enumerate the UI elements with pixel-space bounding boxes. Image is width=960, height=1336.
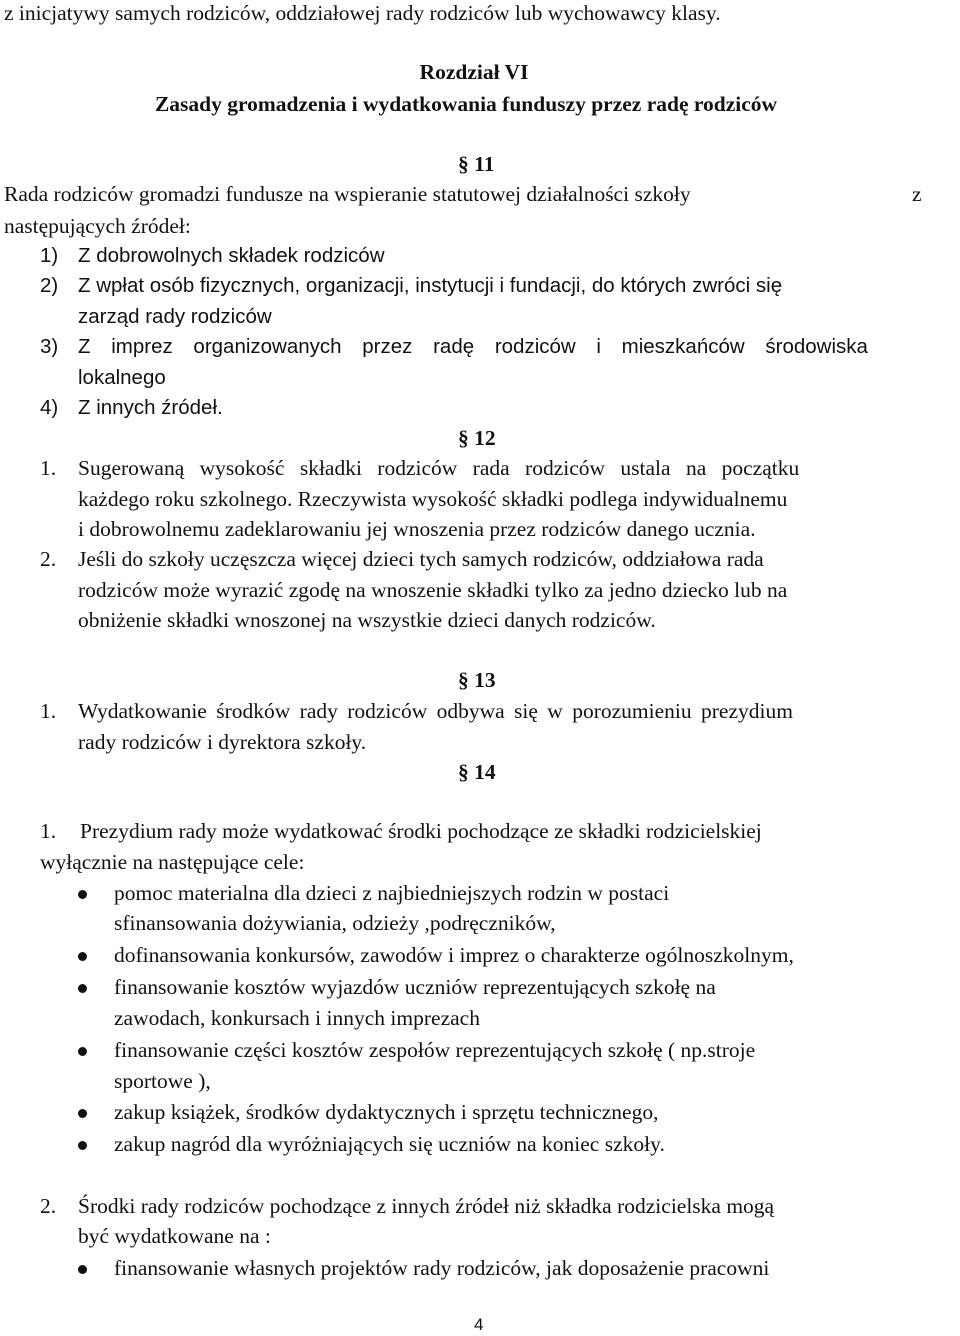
paragraph-line: Prezydium rady może wydatkować środki pochodzące ze składki rodzicielskiej (80, 819, 762, 843)
list-item-number: 3) (40, 335, 59, 358)
bullet-icon (78, 1141, 87, 1150)
paragraph-line: być wydatkowane na : (78, 1224, 271, 1248)
paragraph-line: obniżenie składki wnoszonej na wszystkie dzieci danych rodziców. (78, 608, 656, 632)
bullet-icon (78, 1265, 87, 1274)
paragraph-line: i dobrowolnemu zadeklarowaniu jej wnoszenia przez rodziców danego ucznia. (78, 517, 756, 541)
paragraph-line: Jeśli do szkoły uczęszcza więcej dzieci tych samych rodziców, oddziałowa rada (78, 547, 764, 571)
paragraph-number: 1. (40, 456, 57, 480)
list-item-continuation: lokalnego (78, 366, 166, 389)
paragraph-line: wyłącznie na następujące cele: (40, 850, 305, 874)
chapter-title: Zasady gromadzenia i wydatkowania funduszy przez radę rodziców (154, 92, 778, 116)
paragraph-line: Środki rady rodziców pochodzące z innych źródeł niż składka rodzicielska mogą (78, 1194, 775, 1218)
chapter-number: Rozdział VI (419, 60, 529, 84)
list-item: Z innych źródeł. (78, 396, 223, 419)
intro-tail-text: z inicjatywy samych rodziców, oddziałowej rady rodziców lub wychowawcy klasy. (4, 1, 721, 25)
paragraph-number: 2. (40, 547, 57, 571)
bullet-icon (78, 952, 87, 961)
list-item-number: 4) (40, 396, 59, 419)
paragraph-line: każdego roku szkolnego. Rzeczywista wysokość składki podlega indywidualnemu (78, 487, 788, 511)
bullet-item-continuation: sportowe ), (114, 1069, 211, 1093)
list-item-number: 2) (40, 274, 59, 297)
paragraph-line: rady rodziców i dyrektora szkoły. (78, 730, 367, 754)
bullet-item: finansowanie kosztów wyjazdów uczniów reprezentujących szkołę na (114, 975, 716, 999)
section-14-heading: § 14 (458, 760, 496, 784)
section-11-intro-line2: następujących źródeł: (4, 214, 191, 238)
bullet-item: finansowanie własnych projektów rady rodziców, jak doposażenie pracowni (114, 1256, 770, 1280)
paragraph-line: rodziców może wyrazić zgodę na wnoszenie składki tylko za jedno dziecko lub na (78, 578, 788, 602)
bullet-item-continuation: sfinansowania dożywiania, odzieży ,podręczników, (114, 911, 556, 935)
list-item: Z wpłat osób fizycznych, organizacji, instytucji i fundacji, do których zwróci się (78, 274, 783, 297)
bullet-icon (78, 1047, 87, 1056)
bullet-item: finansowanie części kosztów zespołów reprezentujących szkołę ( np.stroje (114, 1038, 756, 1062)
page-number: 4 (474, 1315, 484, 1334)
bullet-item: zakup nagród dla wyróżniających się uczniów na koniec szkoły. (114, 1132, 665, 1156)
paragraph-line: Wydatkowanie środków rady rodziców odbywa się w porozumieniu prezydium (78, 699, 793, 723)
section-12-heading: § 12 (458, 426, 496, 450)
paragraph-number: 1. (40, 699, 57, 723)
bullet-item: pomoc materialna dla dzieci z najbiedniejszych rodzin w postaci (114, 881, 670, 905)
list-item-continuation: zarząd rady rodziców (78, 305, 272, 328)
list-item-number: 1) (40, 244, 59, 267)
list-item: Z dobrowolnych składek rodziców (78, 244, 385, 267)
paragraph-line: Sugerowaną wysokość składki rodziców rada rodziców ustala na początku (78, 456, 800, 480)
bullet-item-continuation: zawodach, konkursach i innych imprezach (114, 1006, 480, 1030)
bullet-icon (78, 984, 87, 993)
section-11-intro-tail: z (912, 182, 922, 206)
section-11-heading: § 11 (458, 152, 495, 176)
bullet-item: zakup książek, środków dydaktycznych i sprzętu technicznego, (114, 1100, 659, 1124)
bullet-icon (78, 1109, 87, 1118)
list-item: Z imprez organizowanych przez radę rodziców i mieszkańców środowiska (78, 335, 868, 358)
section-13-heading: § 13 (458, 668, 496, 692)
paragraph-number: 1. (40, 819, 57, 843)
paragraph-number: 2. (40, 1194, 57, 1218)
bullet-item: dofinansowania konkursów, zawodów i imprez o charakterze ogólnoszkolnym, (114, 943, 794, 967)
bullet-icon (78, 890, 87, 899)
section-11-intro-line1: Rada rodziców gromadzi fundusze na wspieranie statutowej działalności szkoły (4, 182, 691, 206)
